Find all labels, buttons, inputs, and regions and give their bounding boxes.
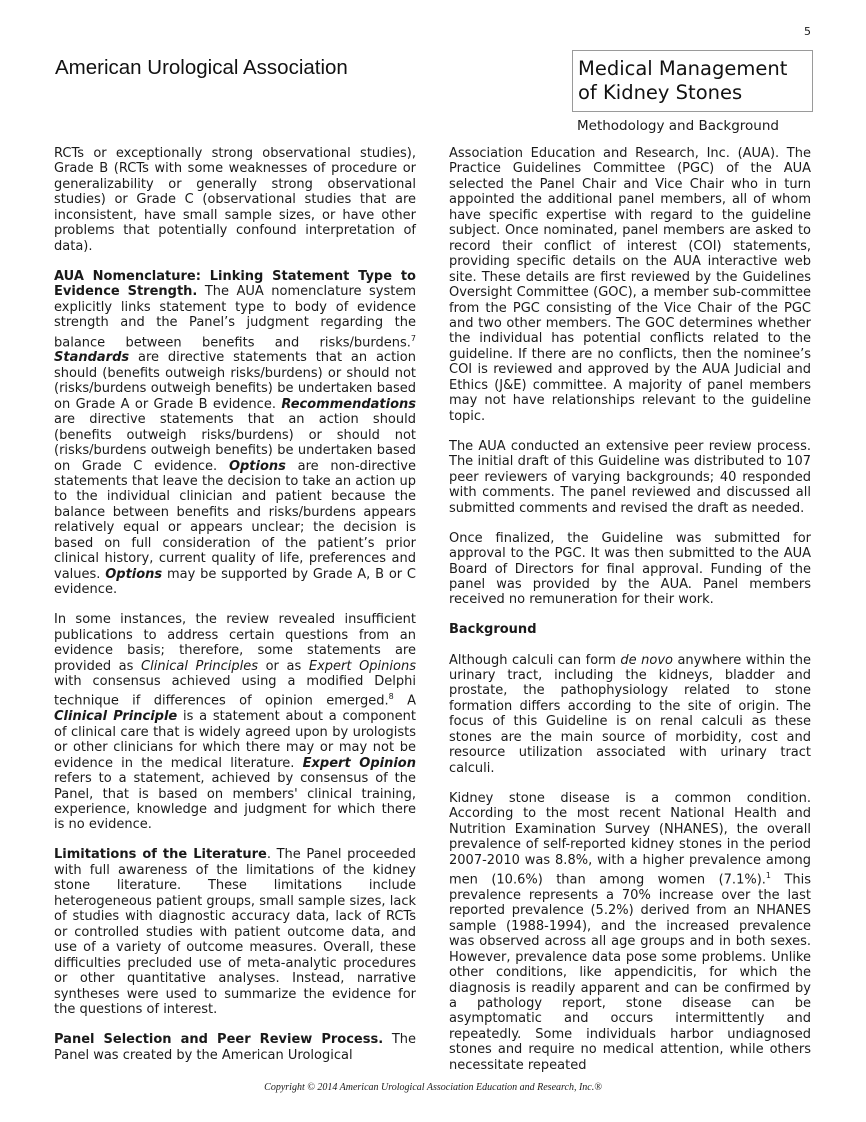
panel-selection-heading: Panel Selection and Peer Review Process. bbox=[54, 1032, 384, 1048]
options-term: Options bbox=[228, 458, 286, 474]
calculi-paragraph: Although calculi can form de novo anywhere within the urinary tract, including the kidneys, bladder and prostate, the pathophysiology related to stone formation differs according to the site of origin. The focus of this Guideline is on renal calculi as these stones are the main source of morbidity, cost and resource utilization associated with urinary tract calculi. bbox=[449, 652, 811, 776]
organization-name: American Urological Association bbox=[55, 56, 348, 79]
panel-selection-paragraph: Panel Selection and Peer Review Process. The Panel was created by the American Urological bbox=[54, 1032, 417, 1063]
approval-paragraph: Once finalized, the Guideline was submitted for approval to the PGC. It was then submitted to the AUA Board of Directors for final approval. Funding of the panel was provided by the AUA. Panel members received no remuneration for their work. bbox=[449, 530, 811, 608]
copyright-footer: Copyright © 2014 American Urological Association Education and Research, Inc.® bbox=[264, 1082, 602, 1093]
limitations-heading: Limitations of the Literature bbox=[54, 847, 267, 863]
nomenclature-heading: AUA Nomenclature: Linking Statement Type to Evidence Strength. bbox=[54, 268, 416, 300]
peer-review-paragraph: The AUA conducted an extensive peer review process. The initial draft of this Guideline was distributed to 107 peer reviewers of varying backgrounds; 40 responded with comments. The panel reviewed and discussed all submitted comments and revised the draft as needed. bbox=[449, 438, 811, 516]
standards-term: Standards bbox=[54, 350, 130, 366]
options-term-2: Options bbox=[105, 566, 163, 582]
document-title-line-2: of Kidney Stones bbox=[578, 81, 743, 104]
clinical-principle-term: Clinical Principle bbox=[54, 709, 178, 725]
right-column bbox=[449, 146, 811, 1088]
panel-formation-paragraph: Association Education and Research, Inc. (AUA). The Practice Guidelines Committee (PGC) of the AUA selected the Panel Chair and Vice Chair who in turn appointed the additional panel members, all of whom have specific expertise with regard to the guideline subject. Once nominated, panel members are asked to record their conflict of interest (COI) statements, providing specific details on the AUA interactive web site. These details are first reviewed by the Guidelines Oversight Committee (GOC), a member sub-committee from the PGC consisting of the Vice Chair of the PGC and two other members. The GOC determines whether the individual has potential conflicts related to the guideline. If there are no conflicts, then the nominee’s COI is reviewed and approved by the AUA Judicial and Ethics (J&E) committee. A majority of panel members may not have relationships relevant to the guideline topic. bbox=[449, 146, 811, 424]
left-column bbox=[54, 146, 416, 1078]
page-number: 5 bbox=[804, 25, 811, 38]
recommendations-term: Recommendations bbox=[281, 396, 416, 412]
document-title-line-1: Medical Management bbox=[578, 57, 788, 80]
insufficient-evidence-paragraph: In some instances, the review revealed insufficient publications to address certain questions from an evidence basis; therefore, some statements are provided as Clinical Principles or as Expert Opinions with consensus achieved using a modified Delphi technique if differences of opinion emerged.$^8$ A Clinical Principle is a statement about a component of clinical care that is widely agreed upon by urologists or other clinicians for which there may or may not be evidence in the medical literature. Expert Opinion refers to a statement, achieved by consensus of the Panel, that is based on members' clinical training, experience, knowledge and judgment for which there is no evidence. bbox=[54, 612, 416, 833]
prevalence-paragraph: Kidney stone disease is a common condition. According to the most recent National Health and Nutrition Examination Survey (NHANES), the overall prevalence of self-reported kidney stones in the period 2007-2010 was 8.8%, with a higher prevalence among men (10.6%) than among women (7.1%).$^1$ This prevalence represents a 70% increase over the last reported prevalence (5.2%) derived from an NHANES sample (1988-1994), and the increased prevalence was observed across all age groups and in both sexes. However, prevalence data pose some problems. Unlike other conditions, like appendicitis, for which the diagnosis is readily apparent and can be confirmed by a pathology report, stone disease can be asymptomatic and occurs intermittently and repeatedly. Some individuals harbor undiagnosed stones and require no medical attention, while others necessitate repeated bbox=[449, 790, 811, 1073]
section-label: Methodology and Background bbox=[577, 118, 779, 134]
expert-opinion-term: Expert Opinion bbox=[302, 755, 416, 771]
document-title-box bbox=[572, 50, 813, 112]
nomenclature-paragraph: AUA Nomenclature: Linking Statement Type to Evidence Strength. The AUA nomenclature system explicitly links statement type to body of evidence strength and the Panel’s judgment regarding the balance between benefits and risks/burdens.$^7$ Standards are directive statements that an action should (benefits outweigh risks/burdens) or should not (risks/burdens outweigh benefits) be undertaken based on Grade A or Grade B evidence. Recommendations are directive statements that an action should (benefits outweigh risks/burdens) or should not (risks/burdens outweigh benefits) be undertaken based on Grade C evidence. Options are non-directive statements that leave the decision to take an action up to the individual clinician and patient because the balance between benefits and risks/burdens appears relatively equal or appears unclear; the decision is based on full consideration of the patient’s prior clinical history, current quality of life, preferences and values. Options may be supported by Grade A, B or C evidence. bbox=[54, 268, 417, 598]
limitations-paragraph: Limitations of the Literature. The Panel proceeded with full awareness of the limitations of the kidney stone literature. These limitations include heterogeneous patient groups, small sample sizes, lack of studies with diagnostic accuracy data, lack of RCTs or controlled studies with patient outcome data, and use of a variety of outcome measures. Overall, these difficulties precluded use of meta-analytic procedures or other quantitative analyses. Instead, narrative syntheses were used to summarize the evidence for the questions of interest. bbox=[54, 847, 416, 1017]
grade-paragraph: RCTs or exceptionally strong observational studies), Grade B (RCTs with some weaknesses of procedure or generalizability or generally strong observational studies) or Grade C (observational studies that are inconsistent, have small sample sizes, or have other problems that potentially confound interpretation of data). bbox=[54, 146, 416, 254]
background-heading: Background bbox=[449, 622, 537, 638]
